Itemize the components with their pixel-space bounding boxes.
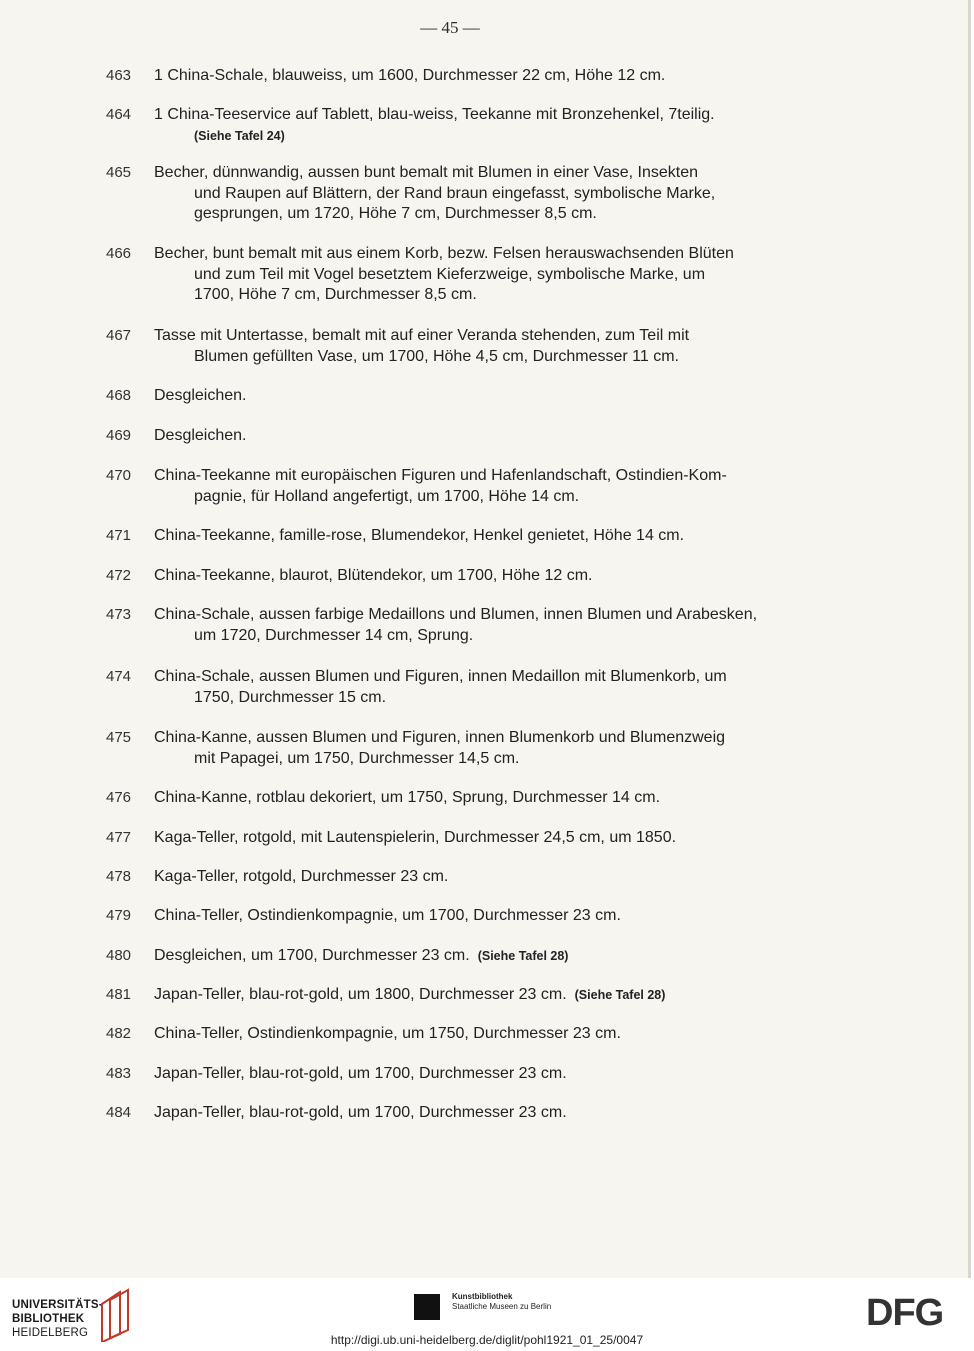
entry-text-continued: pagnie, für Holland angefertigt, um 1700, Höhe 14 cm.: [194, 487, 580, 505]
catalog-entry: [106, 728, 796, 769]
entry-text: China-Teekanne mit europäischen Figuren und Hafenlandschaft, Ostindien-Kom-: [154, 467, 727, 484]
entry-text: China-Teller, Ostindienkompagnie, um 1750, Durchmesser 23 cm.: [154, 1025, 621, 1042]
entry-number: 482: [106, 1025, 132, 1042]
page-number: — 45 —: [420, 18, 480, 37]
entry-text: Desgleichen.: [154, 387, 247, 404]
entry-number: 469: [106, 427, 132, 444]
entry-text: Japan-Teller, blau-rot-gold, um 1800, Durchmesser 23 cm.: [154, 986, 567, 1003]
entry-number: 476: [106, 789, 132, 806]
kb-line: Kunstbibliothek: [452, 1292, 513, 1301]
catalog-entry: [106, 326, 796, 367]
entry-number: 474: [106, 668, 132, 685]
entry-text: Becher, bunt bemalt mit aus einem Korb, bezw. Felsen herauswachsenden Blüten: [154, 245, 734, 262]
entry-text-continued: 1700, Höhe 7 cm, Durchmesser 8,5 cm.: [194, 286, 477, 303]
entry-number: 478: [106, 868, 132, 885]
entry-text: China-Kanne, aussen Blumen und Figuren, innen Blumenkorb und Blumenzweig: [154, 729, 726, 746]
entry-text: 1 China-Schale, blauweiss, um 1600, Durchmesser 22 cm, Höhe 12 cm.: [154, 67, 666, 84]
entry-text: China-Kanne, rotblau dekoriert, um 1750, Sprung, Durchmesser 14 cm.: [154, 789, 661, 806]
entry-text: Desgleichen.: [154, 427, 247, 444]
entry-text: Japan-Teller, blau-rot-gold, um 1700, Durchmesser 23 cm.: [154, 1104, 567, 1121]
catalog-entry: [106, 244, 796, 306]
uni-line: UNIVERSITÄTS-: [12, 1299, 103, 1311]
entry-text-continued: 1750, Durchmesser 15 cm.: [194, 688, 387, 706]
catalog-entry: [106, 605, 796, 646]
catalog-entry: [106, 946, 796, 967]
entry-number: 463: [106, 67, 132, 84]
plate-reference: (Siehe Tafel 28): [477, 949, 569, 963]
catalog-entry: [106, 163, 796, 225]
entry-number: 472: [106, 567, 132, 584]
entry-text-continued: Blumen gefüllten Vase, um 1700, Höhe 4,5 cm, Durchmesser 11 cm.: [194, 347, 679, 365]
catalog-entry: [106, 566, 796, 587]
entry-number: 477: [106, 829, 132, 846]
dfg-logo: DFG: [866, 1292, 944, 1334]
entry-text: China-Teller, Ostindienkompagnie, um 1700, Durchmesser 23 cm.: [154, 907, 621, 924]
catalog-entry: [106, 985, 796, 1006]
uni-line: HEIDELBERG: [12, 1327, 89, 1339]
catalog-entry: [106, 667, 796, 708]
plate-reference: (Siehe Tafel 28): [574, 988, 666, 1002]
entry-text: China-Teekanne, blaurot, Blütendekor, um 1700, Höhe 12 cm.: [154, 567, 593, 584]
catalog-entry: [106, 386, 796, 407]
entry-text-continued: mit Papagei, um 1750, Durchmesser 14,5 cm.: [194, 749, 520, 767]
entry-text-continued: und Raupen auf Blättern, der Rand braun eingefasst, symbolische Marke,: [194, 184, 716, 202]
catalog-entry: [106, 906, 796, 927]
uni-line: BIBLIOTHEK: [12, 1313, 85, 1325]
catalog-entry: [106, 788, 796, 809]
kunstbibliothek-label: [452, 1292, 551, 1312]
entry-number: 483: [106, 1065, 132, 1082]
catalog-entry: [106, 426, 796, 447]
entry-number: 471: [106, 527, 132, 544]
entry-number: 481: [106, 986, 132, 1003]
entry-text: 1 China-Teeservice auf Tablett, blau-weiss, Teekanne mit Bronzehenkel, 7teilig.: [154, 106, 715, 123]
catalog-entry: [106, 1024, 796, 1045]
plate-reference: (Siehe Tafel 24): [194, 128, 285, 143]
entry-number: 480: [106, 947, 132, 964]
entry-number: 475: [106, 729, 132, 746]
entry-text-continued: und zum Teil mit Vogel besetztem Kieferzweige, symbolische Marke, um: [194, 265, 706, 283]
entry-text-continued: um 1720, Durchmesser 14 cm, Sprung.: [194, 626, 474, 644]
entry-text-continued: gesprungen, um 1720, Höhe 7 cm, Durchmesser 8,5 cm.: [194, 205, 597, 222]
entry-text: Japan-Teller, blau-rot-gold, um 1700, Durchmesser 23 cm.: [154, 1065, 567, 1082]
entry-text: China-Schale, aussen farbige Medaillons und Blumen, innen Blumen und Arabesken,: [154, 606, 758, 623]
entry-text: China-Schale, aussen Blumen und Figuren, innen Medaillon mit Blumenkorb, um: [154, 668, 727, 685]
catalog-entry: [106, 828, 796, 849]
entry-number: 484: [106, 1104, 132, 1121]
catalog-entry: [106, 105, 796, 146]
catalog-entry: [106, 466, 796, 507]
catalog-entry: [106, 867, 796, 888]
entry-number: 466: [106, 245, 132, 262]
entry-number: 464: [106, 106, 132, 123]
catalog-entry: [106, 1064, 796, 1085]
kunstbibliothek-logo-icon: [414, 1294, 440, 1320]
catalog-entry: [106, 526, 796, 547]
entry-text: Kaga-Teller, rotgold, Durchmesser 23 cm.: [154, 868, 449, 885]
kb-line: Staatliche Museen zu Berlin: [452, 1302, 552, 1311]
entry-number: 467: [106, 327, 132, 344]
entry-text: Kaga-Teller, rotgold, mit Lautenspielerin, Durchmesser 24,5 cm, um 1850.: [154, 829, 677, 846]
catalog-entry: [106, 1103, 796, 1124]
entry-number: 465: [106, 164, 132, 181]
entry-number: 479: [106, 907, 132, 924]
catalog-entry: [106, 66, 796, 87]
entry-text: Tasse mit Untertasse, bemalt mit auf einer Veranda stehenden, zum Teil mit: [154, 327, 690, 344]
digitization-footer: [0, 1278, 974, 1351]
entry-text: China-Teekanne, famille-rose, Blumendekor, Henkel genietet, Höhe 14 cm.: [154, 527, 685, 544]
entry-text: Becher, dünnwandig, aussen bunt bemalt mit Blumen in einer Vase, Insekten: [154, 164, 699, 181]
entry-number: 468: [106, 387, 132, 404]
entry-text: Desgleichen, um 1700, Durchmesser 23 cm.: [154, 947, 470, 964]
entry-number: 470: [106, 467, 132, 484]
source-url[interactable]: http://digi.ub.uni-heidelberg.de/diglit/pohl1921_01_25/0047: [330, 1333, 644, 1347]
entry-number: 473: [106, 606, 132, 623]
